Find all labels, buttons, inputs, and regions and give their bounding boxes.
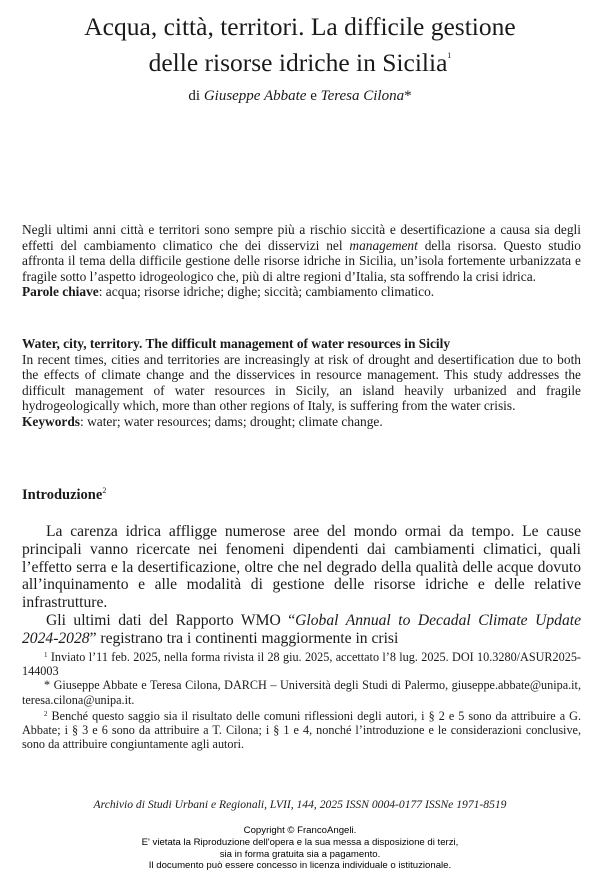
footnote-1 [22,648,581,678]
copyright-notice [20,825,580,872]
title-line-2-text: delle risorse idriche in Sicilia [148,48,448,77]
footnote-2-text: Benché questo saggio sia il risultato delle comuni riflessioni degli autori, i § 2 e 5 sono da attribuire a G. Abbate; i § 3 e 6 sono da attribuire a T. Cilona; i § 1 e 4, nonché l’introduzione e le considerazioni conclusive, sono da attribuire congiuntamente agli autori. [22,708,581,752]
title-line-2 [20,41,580,77]
abstract-it-text-part-b: della risorsa. Questo studio affronta il tema della difficile gestione delle risorse idriche in Sicilia, un’isola fortemente urbanizzata e fragile sotto l’aspetto idrogeologico che, più di altre regioni d’Italia, sta soffrendo la crisi idrica. [22,237,581,284]
footnote-2-ref: 2 [44,709,48,718]
section-footnote-ref[interactable]: 2 [102,486,107,495]
author-footnote-mark[interactable]: * [404,88,412,104]
abstract-italian [22,222,581,300]
author-byline [20,88,580,105]
copyright-line-4: Il documento può essere concesso in licenza individuale o istituzionale. [148,860,452,872]
section-heading-text: Introduzione [22,487,103,503]
copyright-line-2: E' vietata la Riproduzione dell'opera e la sua messa a disposizione di terzi, [141,836,459,848]
author-name-2: Teresa Cilona [320,88,405,104]
keywords-en-list: : water; water resources; dams; drought; climate change. [80,413,383,429]
abstract-it-text [22,222,581,284]
byline-conjunction: e [306,88,321,104]
section-heading [22,486,106,504]
body-paragraph-2 [22,612,581,648]
keywords-it-list: : acqua; risorse idriche; dighe; siccità; cambiamento climatico. [98,284,435,300]
abstract-it-keywords [22,284,581,300]
body-paragraph-2-part-a: Gli ultimi dati del Rapporto WMO “ [46,611,296,629]
body-paragraph-1: La carenza idrica affligge numerose aree del mondo ormai da tempo. Le cause principali vanno ricercate nei fenomeni dipendenti dai cambiamenti climatici, quali l’effetto serra e la desertificazione, oltre che nel degrado della qualità delle acque dovuto all’inquinamento e alle modalità di gestione delle risorse idriche e delle relative infrastrutture. [22,523,581,612]
keywords-en-label: Keywords [22,413,81,429]
abstract-en-text: In recent times, cities and territories are increasingly at risk of drought and desertification due to both the effects of climate change and the disservices in resource management. This study addresses the difficult management of water resources in Sicily, an island heavily urbanized and fragile hydrogeologically which, more than other regions of Italy, is suffering from the water crisis. [22,351,581,414]
author-name-1: Giuseppe Abbate [203,88,307,104]
footnote-1-text: Inviato l’11 feb. 2025, nella forma rivista il 28 giu. 2025, accettato l’8 lug. 2025. DOI 10.3280/ASUR2025-144003 [22,650,581,679]
body-text [22,523,581,648]
abstract-english [22,336,581,430]
abstract-it-text-part-a: Negli ultimi anni città e territori sono sempre più a rischio siccità e desertificazione a causa sia degli effetti del cambiamento climatico che dei disservizi nel [22,222,581,253]
abstract-en-keywords [22,414,581,430]
article-title [20,12,580,77]
footnotes [22,648,581,751]
footnote-1-ref: 1 [44,651,48,659]
keywords-it-label: Parole chiave [22,284,99,300]
footnote-authors: * Giuseppe Abbate e Teresa Cilona, DARCH – Università degli Studi di Palermo, giuseppe.abbate@unipa.it, teresa.cilona@unipa.it. [22,678,581,707]
body-paragraph-2-part-b: ” registrano tra i continenti maggiormente in crisi [89,629,399,647]
footnote-2 [22,707,581,752]
title-footnote-ref[interactable]: 1 [447,51,452,60]
abstract-it-emphasis: management [349,237,418,253]
copyright-line-1: Copyright © FrancoAngeli. [243,825,357,836]
abstract-en-title: Water, city, territory. The difficult management of water resources in Sicily [22,336,451,351]
title-line-1: Acqua, città, territori. La difficile gestione [84,12,516,41]
copyright-line-3: sia in forma gratuita sia a pagamento. [219,848,381,860]
report-title: Global Annual to Decadal Climate Update 2024-2028 [22,611,581,647]
journal-citation: Archivio di Studi Urbani e Regionali, LVII, 144, 2025 ISSN 0004-0177 ISSNe 1971-8519 [93,798,507,811]
byline-prefix: di [188,88,204,104]
